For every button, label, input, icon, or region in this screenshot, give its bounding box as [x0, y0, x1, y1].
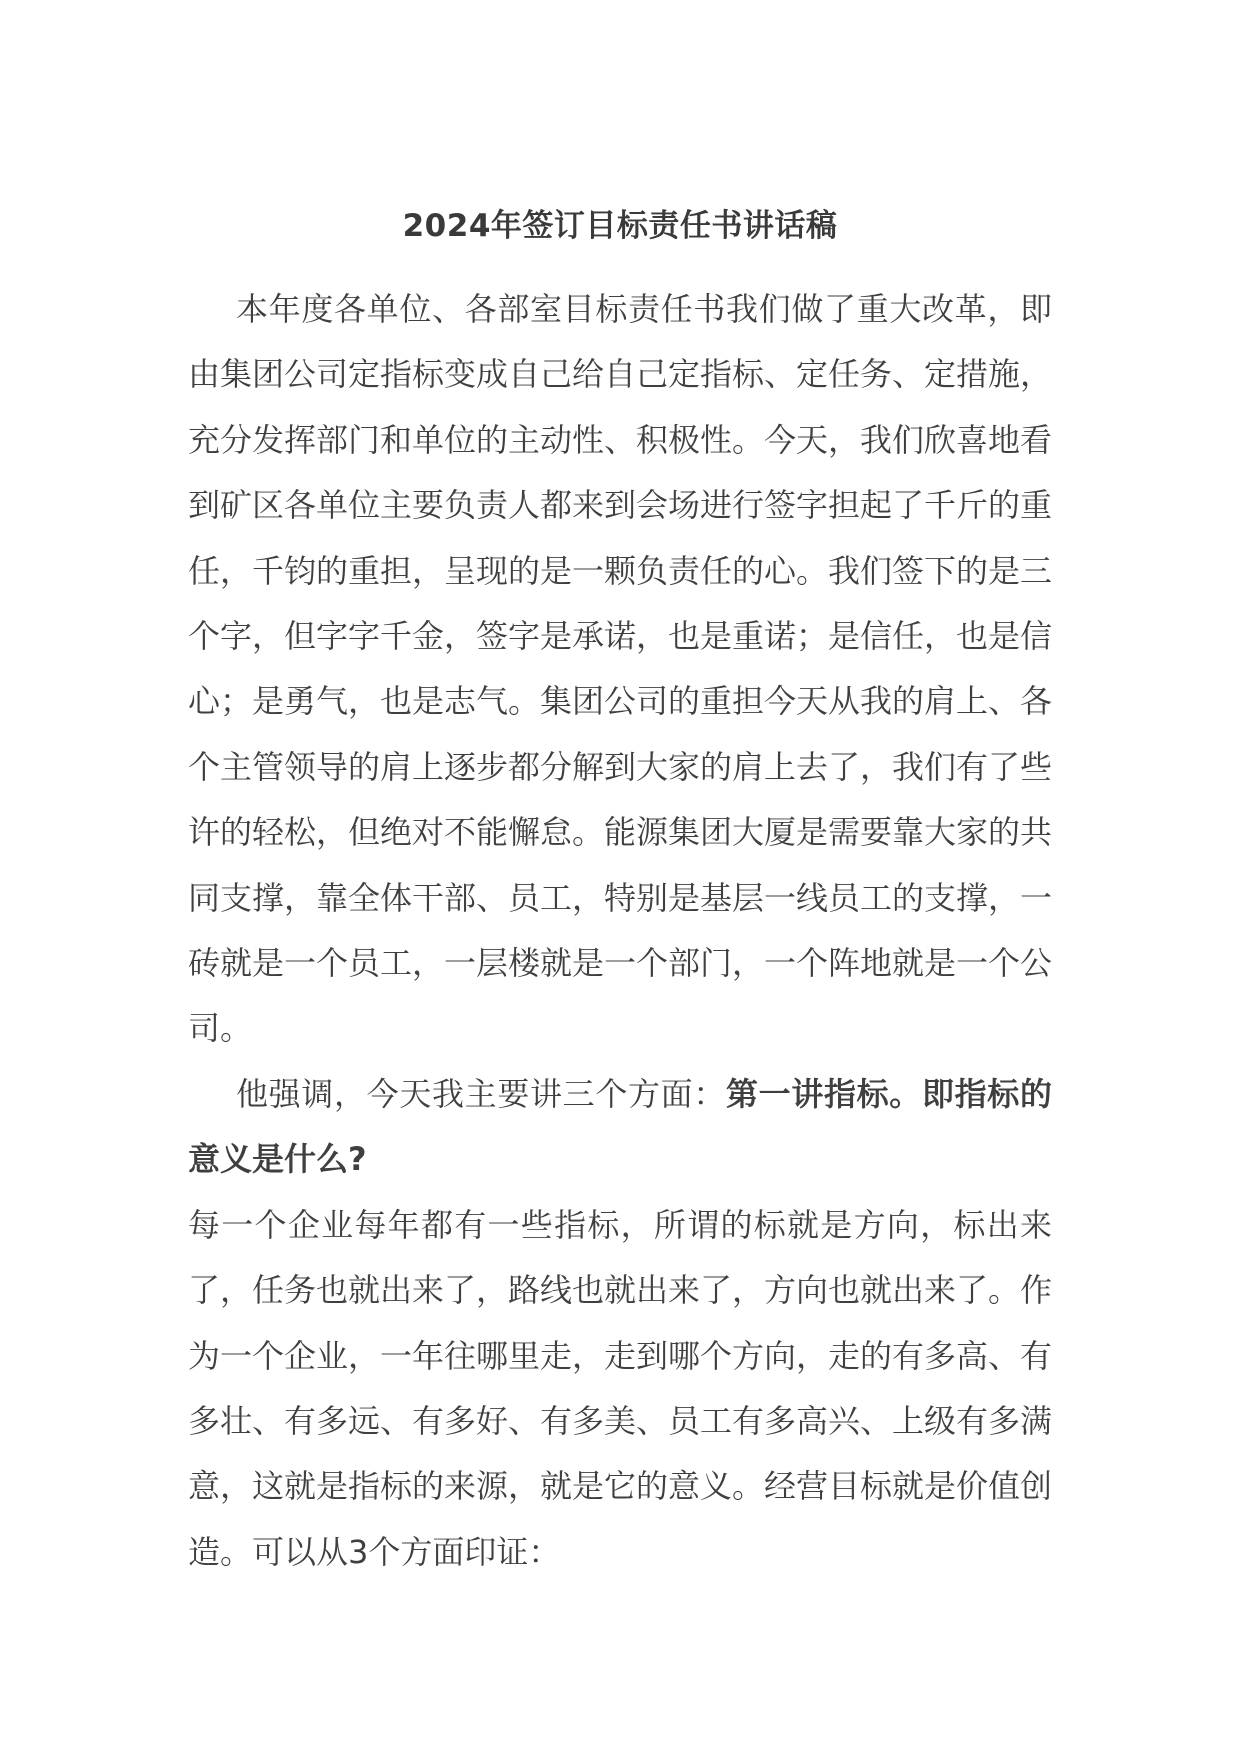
section-heading-indicators: 第一讲指标。即指标的意义是什么? — [188, 1074, 1052, 1179]
document-title: 2024年签订目标责任书讲话稿 — [402, 208, 838, 244]
paragraph-indicator-meaning: 每一个企业每年都有一些指标，所谓的标就是方向，标出来了，任务也就出来了，路线也就出来了，方向也就出来了。作为一个企业，一年往哪里走，走到哪个方向，走的有多高、有多壮、有多远、有多好、有多美、员工有多高兴、上级有多满意，这就是指标的来源，就是它的意义。经营目标就是价值创造。可以从3个方面印证： — [188, 1205, 1053, 1571]
paragraph-lead-text: 他强调，今天我主要讲三个方面： — [236, 1074, 726, 1113]
document-body — [188, 277, 1052, 1585]
paragraph-three-aspects — [188, 1062, 1052, 1193]
paragraph-reform: 本年度各单位、各部室目标责任书我们做了重大改革，即由集团公司定指标变成自己给自己定指标、定任务、定措施，充分发挥部门和单位的主动性、积极性。今天，我们欣喜地看到矿区各单位主要负责人都来到会场进行签字担起了千斤的重任，千钧的重担，呈现的是一颗负责任的心。我们签下的是三个字，但字字千金，签字是承诺，也是重诺；是信任，也是信心；是勇气，也是志气。集团公司的重担今天从我的肩上、各个主管领导的肩上逐步都分解到大家的肩上去了，我们有了些许的轻松，但绝对不能懈怠。能源集团大厦是需要靠大家的共同支撑，靠全体干部、员工，特别是基层一线员工的支撑，一砖就是一个员工，一层楼就是一个部门，一个阵地就是一个公司。 — [188, 290, 1053, 1048]
